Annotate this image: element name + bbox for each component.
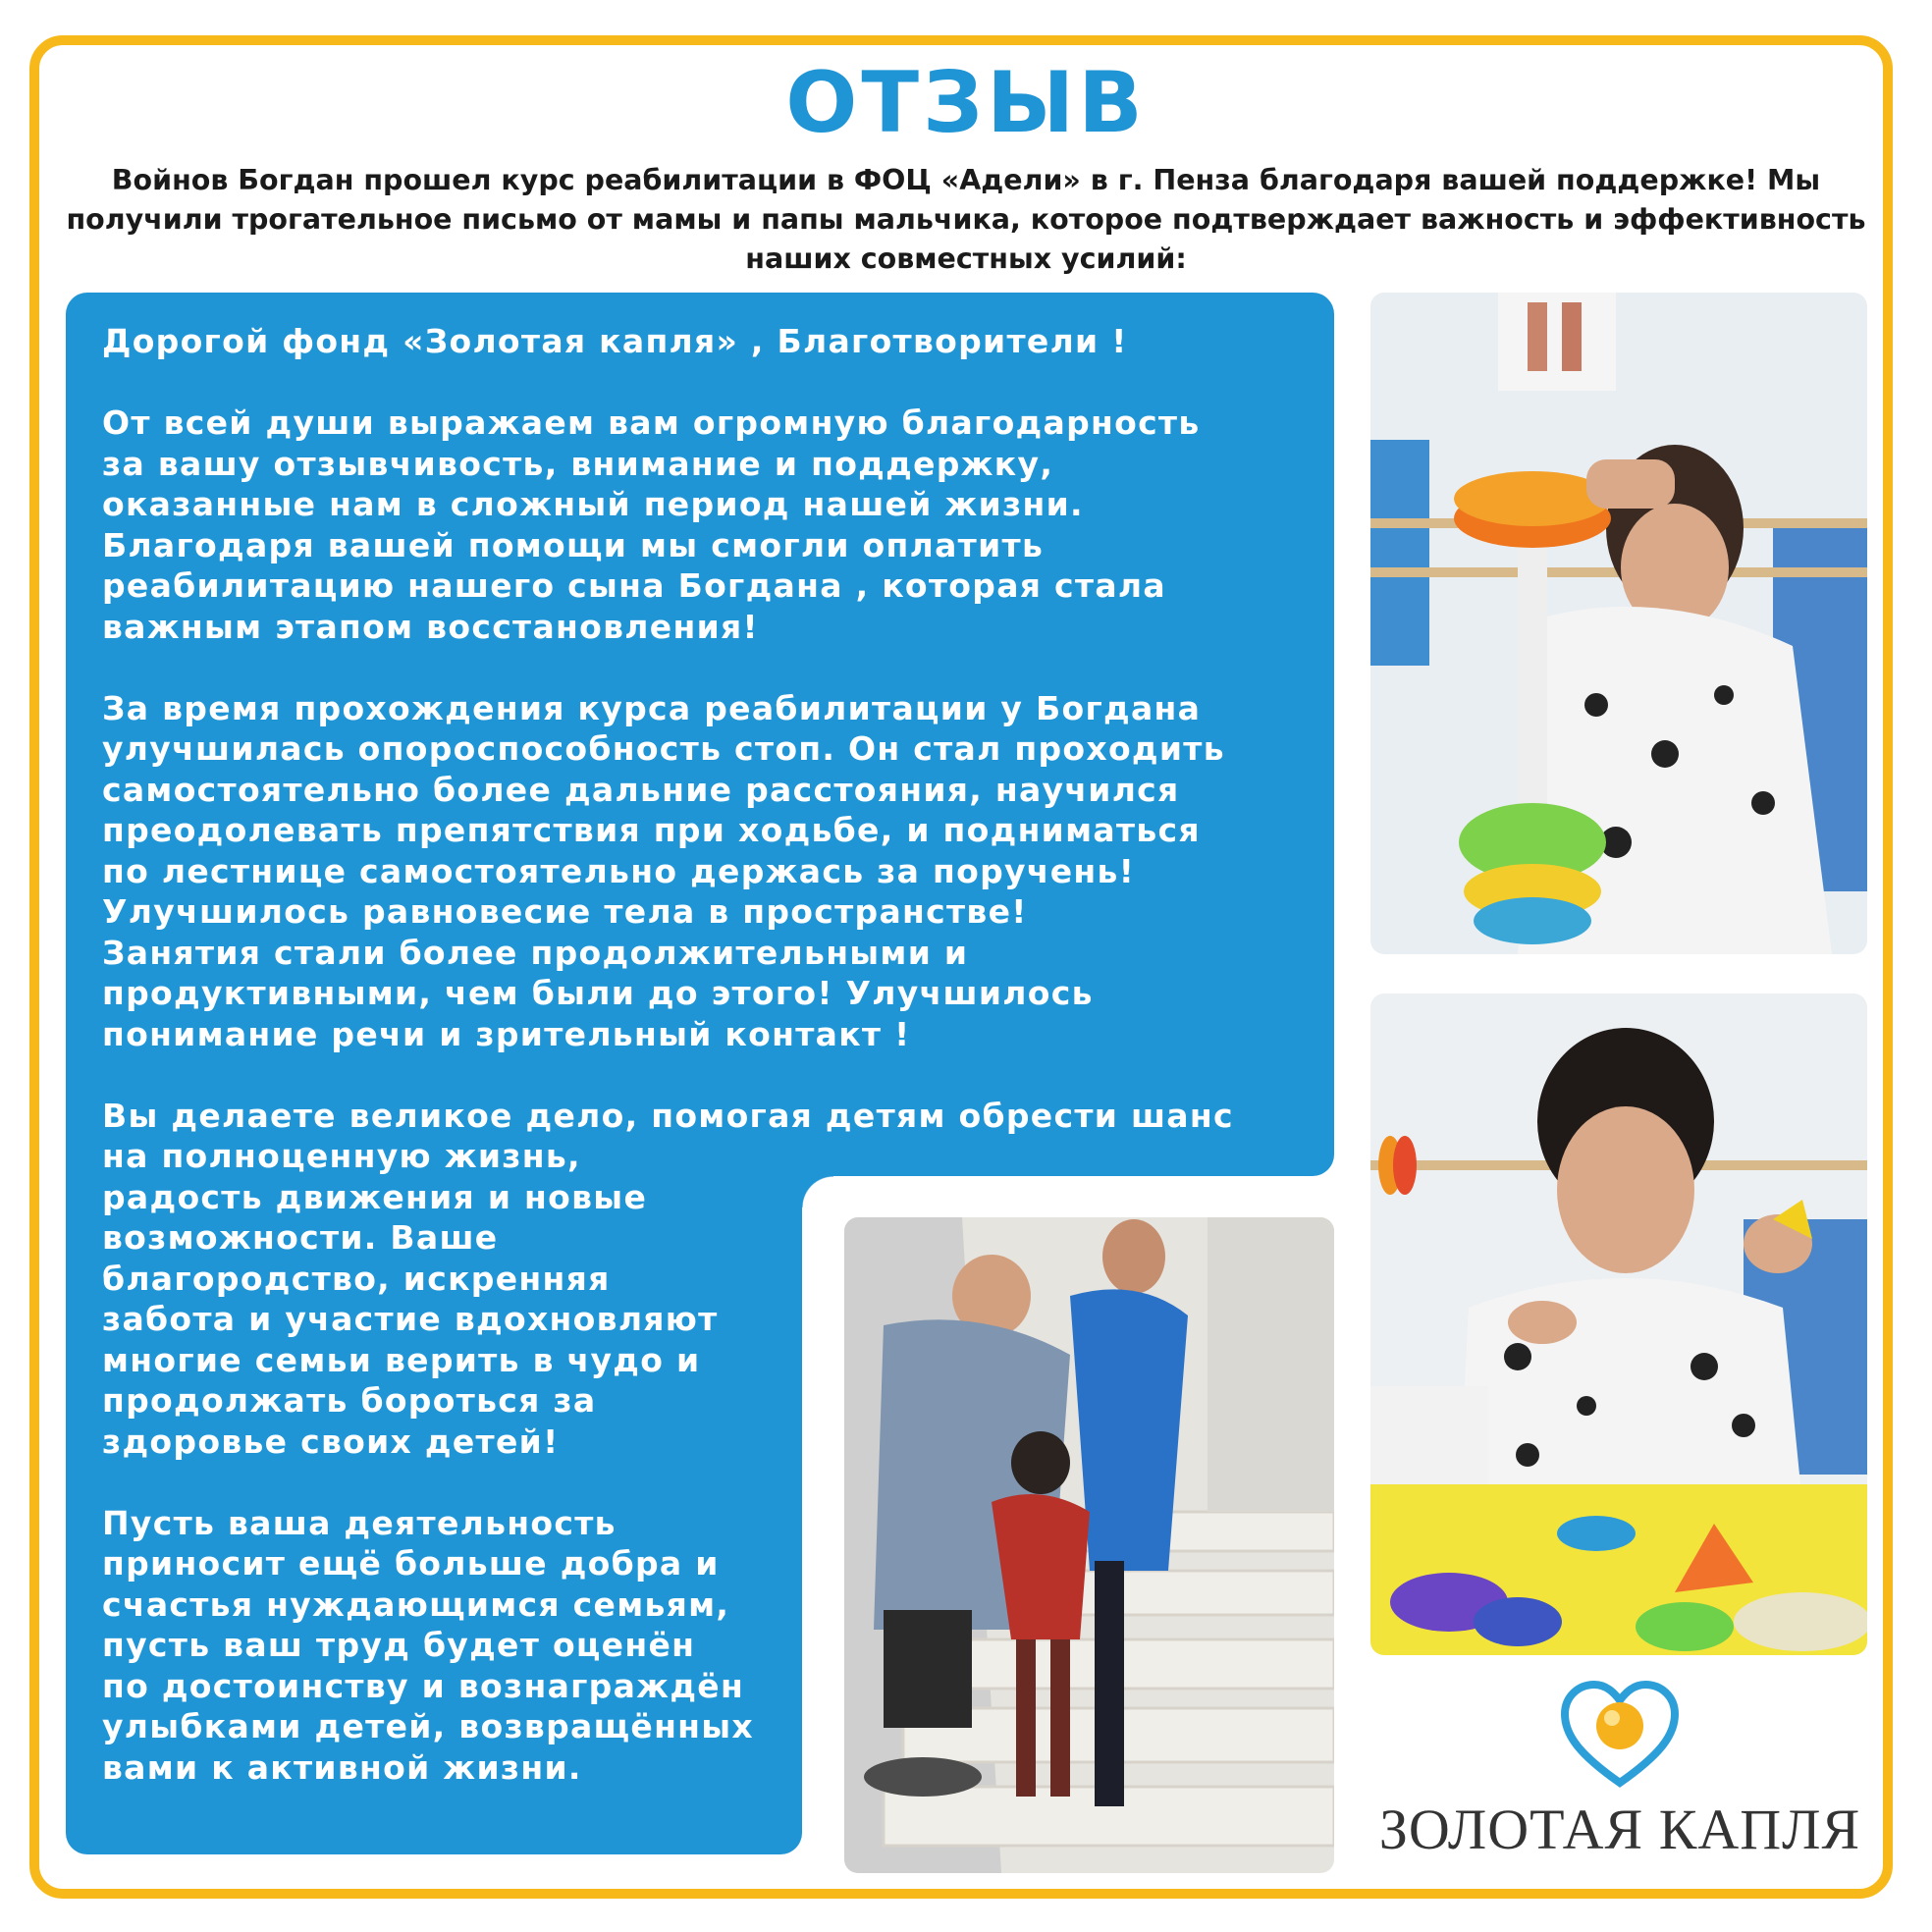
page-title: ОТЗЫВ [785, 54, 1147, 152]
photo-boy-playing-toys [1370, 993, 1867, 1655]
letter-greeting: Дорогой фонд «Золотая капля» , Благотворители ! [102, 322, 1128, 360]
letter-paragraph-2: За время прохождения курса реабилитации у Богдана улучшилась опороспособность стоп. Он стал проходить самостоятельно более дальние расстояния, научился преодолевать препятствия при ходьбе, и подниматься по лестнице самостоятельно держась за поручень! Улучшилось равновесие тела в пространстве! Занятия стали более продолжительными и продуктивными, чем были до этого! Улучшилось понимание речи и зрительный контакт ! [102, 688, 1225, 1053]
letter-paragraph-3: Вы делаете великое дело, помогая детям обрести шанс на полноценную жизнь, радость движения и новые возможности. Ваше благородство, искренняя забота и участие вдохновляют многие семьи верить в чудо и продолжать бороться за здоровье своих детей! [102, 1096, 1234, 1461]
letter-paragraph-4: Пусть ваша деятельность приносит ещё больше добра и счастья нуждающимся семьям, пусть ваш труд будет оценён по достоинству и вознаграждён улыбками детей, возвращённых вами к активной жизни. [102, 1503, 754, 1787]
heart-drop-icon [1561, 1681, 1679, 1789]
photo-stairs-therapy [844, 1217, 1334, 1873]
golden-drop-logo [1355, 1681, 1885, 1861]
photo-boy-stacking-toy [1370, 293, 1867, 954]
letter-paragraph-1: От всей души выражаем вам огромную благодарность за вашу отзывчивость, внимание и поддержку, оказанные нам в сложный период нашей жизни. Благодаря вашей помощи мы смогли оплатить реабилитацию нашего сына Богдана , которая стала важным этапом восстановления! [102, 403, 1201, 646]
intro-text: Войнов Богдан прошел курс реабилитации в ФОЦ «Адели» в г. Пенза благодаря вашей поддержке! Мы получили трогательное письмо от мамы и папы мальчика, которое подтверждает важность и эффективность наших совместных усилий: [66, 164, 1866, 275]
logo-wordmark: ЗОЛОТАЯ КАПЛЯ [1378, 1798, 1861, 1861]
